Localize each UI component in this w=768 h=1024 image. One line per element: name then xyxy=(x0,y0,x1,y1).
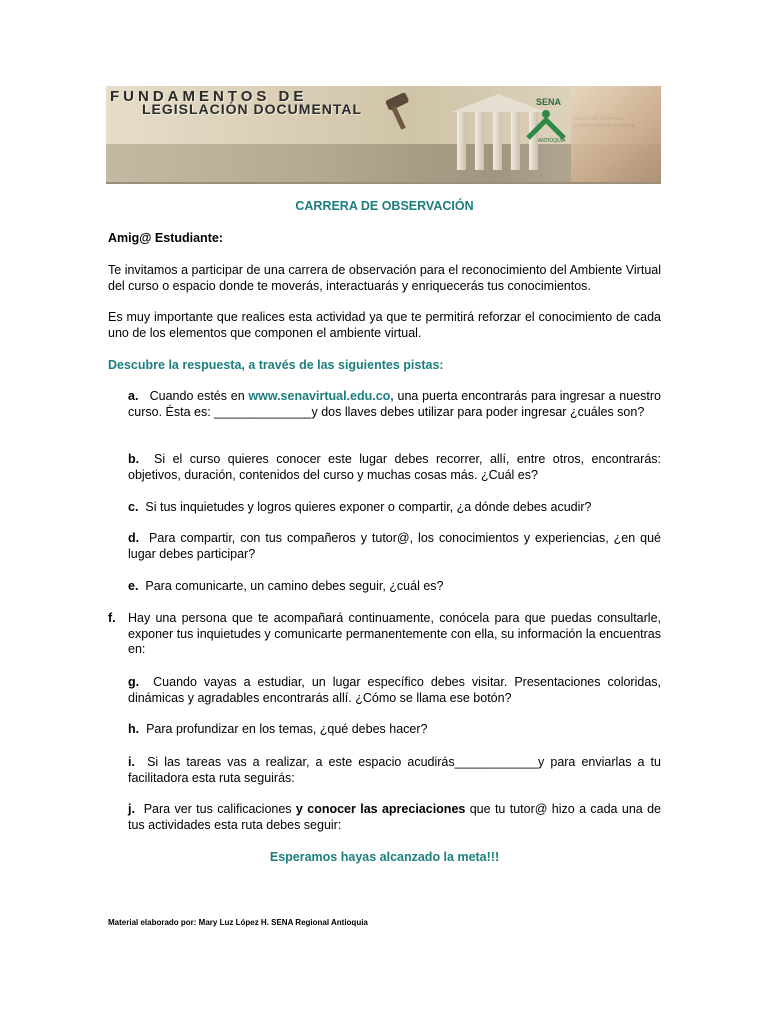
clue-g-text: Cuando vayas a estudiar, un lugar específico debes visitar. Presentaciones coloridas, dinámicas y agradables encontrarás allí. ¿Cómo se llama ese botón? xyxy=(128,675,662,705)
intro-paragraph-1: Te invitamos a participar de una carrera de observación para el reconocimiento del Ambiente Virtual del curso o espacio donde te moverás, interactuarás y enriquecerás tus conocimientos. xyxy=(108,263,661,293)
clue-a-text-post: una puerta encontrarás para ingresar a nuestro curso. Ésta es: ______________y dos llaves debes utilizar para poder ingresar ¿cuáles son? xyxy=(128,389,661,419)
clue-letter: d. xyxy=(128,531,140,545)
clues-heading: Descubre la respuesta, a través de las siguientes pistas: xyxy=(108,358,444,372)
clue-letter: g. xyxy=(128,675,140,689)
clue-j-text-post: que tu tutor@ hizo a cada una de tus actividades esta ruta debes seguir: xyxy=(128,802,661,832)
clue-letter: i. xyxy=(128,755,135,769)
clue-c-text: Si tus inquietudes y logros quieres exponer o compartir, ¿a dónde debes acudir? xyxy=(145,500,592,514)
clue-g xyxy=(128,675,661,706)
hands-photo xyxy=(571,86,661,184)
clue-b xyxy=(128,452,661,483)
clue-e xyxy=(128,579,661,595)
clue-i xyxy=(128,755,661,786)
clue-a-text-pre: Cuando estés en xyxy=(149,389,249,403)
sena-logo-text: SENA xyxy=(536,97,562,107)
document-title: CARRERA DE OBSERVACIÓN xyxy=(295,199,474,213)
clue-letter: b. xyxy=(128,452,140,466)
clue-a xyxy=(128,389,661,420)
clue-d xyxy=(128,531,661,562)
clue-h xyxy=(128,722,661,738)
clue-letter: h. xyxy=(128,722,140,736)
clue-j-text-bold: y conocer las apreciaciones xyxy=(295,802,466,816)
banner-title-line1: FUNDAMENTOS DE xyxy=(110,88,308,105)
clue-letter: a. xyxy=(128,389,139,403)
gavel-icon xyxy=(378,92,428,132)
closing-message: Esperamos hayas alcanzado la meta!!! xyxy=(269,850,500,864)
intro-paragraph-2: Es muy importante que realices esta actividad ya que te permitirá reforzar el conocimiento de cada uno de los elementos que componen el ambiente virtual. xyxy=(108,310,661,340)
clue-letter: f. xyxy=(108,611,116,625)
clue-d-text: Para compartir, con tus compañeros y tutor@, los conocimientos y experiencias, ¿en qué lugar debes participar? xyxy=(128,531,662,561)
banner-title-line2: LEGISLACIÓN DOCUMENTAL xyxy=(142,101,363,117)
greeting: Amig@ Estudiante: xyxy=(108,231,223,245)
senavirtual-link[interactable]: www.senavirtual.edu.co, xyxy=(248,389,394,403)
footer-credit: Material elaborado por: Mary Luz López H. SENA Regional Antioquia xyxy=(108,918,368,927)
clue-e-text: Para comunicarte, un camino debes seguir, ¿cuál es? xyxy=(145,579,444,593)
sena-logo-subtitle: ANTIOQUIA xyxy=(538,138,566,144)
clue-h-text: Para profundizar en los temas, ¿qué debes hacer? xyxy=(146,722,428,736)
clue-b-text: Si el curso quieres conocer este lugar debes recorrer, allí, entre otros, encontrarás: objetivos, duración, contenidos del curso y muchas cosas más. ¿Cuál es? xyxy=(128,452,661,482)
clue-j xyxy=(128,802,661,833)
clue-i-text: Si las tareas vas a realizar, a este espacio acudirás____________y para enviarlas a tu facilitadora esta ruta seguirás: xyxy=(128,755,661,785)
clue-letter: e. xyxy=(128,579,139,593)
clue-f-text: Hay una persona que te acompañará continuamente, conócela para que puedas consultarle, exponer tus inquietudes y comunicarte permanentemente con ella, su información la encuentras en: xyxy=(128,611,661,656)
header-banner xyxy=(106,86,661,184)
clue-c xyxy=(128,500,661,516)
clue-j-text-pre: Para ver tus calificaciones xyxy=(143,802,296,816)
clue-letter: j. xyxy=(128,802,135,816)
clue-f xyxy=(108,611,661,658)
clue-letter: c. xyxy=(128,500,139,514)
